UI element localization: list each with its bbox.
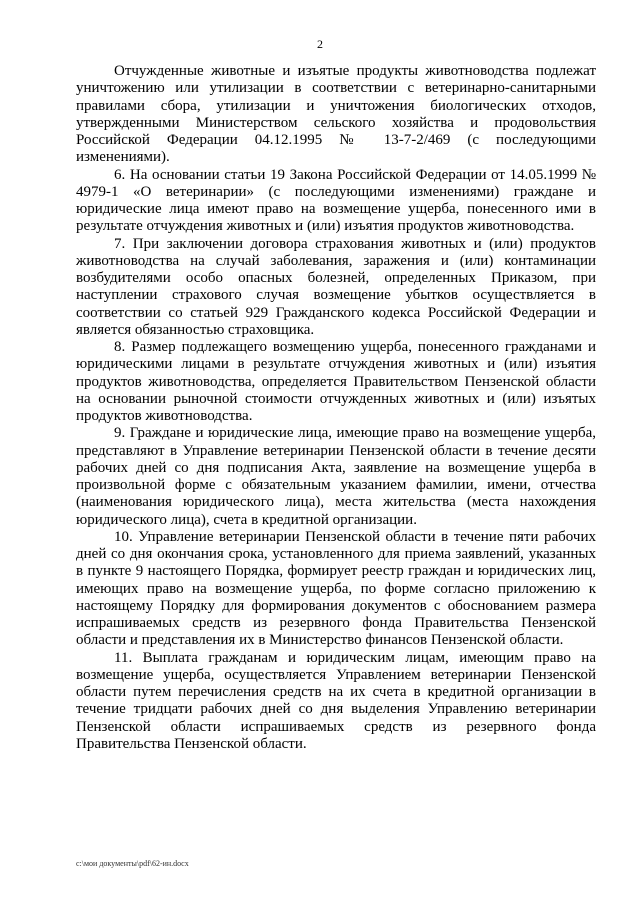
paragraph-disposal: Отчужденные животные и изъятые продукты животноводства подлежат уничтожению или утилизации в соответствии с ветеринарно-санитарными правилами сбора, утилизации и уничтожения биологических отходов, утвержденными Министерством сельского хозяйства и продовольствия Российской Федерации 04.12.1995 № 13-7-2/469 (с последующими изменениями). (76, 63, 596, 166)
paragraph-6-compensation-right: 6. На основании статьи 19 Закона Российской Федерации от 14.05.1999 № 4979-1 «О ветеринарии» (с последующими изменениями) граждане и юридические лица имеют право на возмещение ущерба, понесенного ими в результате отчуждения животных и (или) изъятия продуктов животноводства. (76, 166, 596, 235)
document-body (76, 63, 596, 753)
paragraph-11-payment: 11. Выплата гражданам и юридическим лицам, имеющим право на возмещение ущерба, осуществляется Управлением ветеринарии Пензенской области путем перечисления средств на их счета в кредитной организации в течение тридцати рабочих дней со дня выделения Управлению ветеринарии Пензенской области испрашиваемых средств из резервного фонда Правительства Пензенской области. (76, 649, 596, 752)
paragraph-7-insurance: 7. При заключении договора страхования животных и (или) продуктов животноводства на случай заболевания, заражения и (или) контаминации возбудителями особо опасных болезней, определенных Приказом, при наступлении страхового случая возмещение убытков осуществляется в соответствии со статьей 929 Гражданского кодекса Российской Федерации и является обязанностью страховщика. (76, 235, 596, 338)
paragraph-8-damage-amount: 8. Размер подлежащего возмещению ущерба, понесенного гражданами и юридическими лицами в результате отчуждения животных и (или) изъятия продуктов животноводства, определяется Правительством Пензенской области на основании рыночной стоимости отчужденных животных и (или) изъятых продуктов животноводства. (76, 339, 596, 424)
page-number: 2 (317, 37, 323, 51)
paragraph-10-registry: 10. Управление ветеринарии Пензенской области в течение пяти рабочих дней со дня окончания срока, установленного для приема заявлений, указанных в пункте 9 настоящего Порядка, формирует реестр граждан и юридических лиц, имеющих право на возмещение ущерба, по форме согласно приложению к настоящему Порядку для формирования документов с обоснованием размера испрашиваемых средств из резервного фонда Правительства Пензенской области и представления их в Министерство финансов Пензенской области. (76, 528, 596, 649)
paragraph-9-application: 9. Граждане и юридические лица, имеющие право на возмещение ущерба, представляют в Управление ветеринарии Пензенской области в течение десяти рабочих дней со дня подписания Акта, заявление на возмещение ущерба в произвольной форме с обязательным указанием фамилии, имени, отчества (наименования юридического лица), места жительства (места нахождения юридического лица), счета в кредитной организации. (76, 425, 596, 528)
footer-file-path: c:\мои документы\pdf\62-ин.docx (76, 859, 189, 868)
